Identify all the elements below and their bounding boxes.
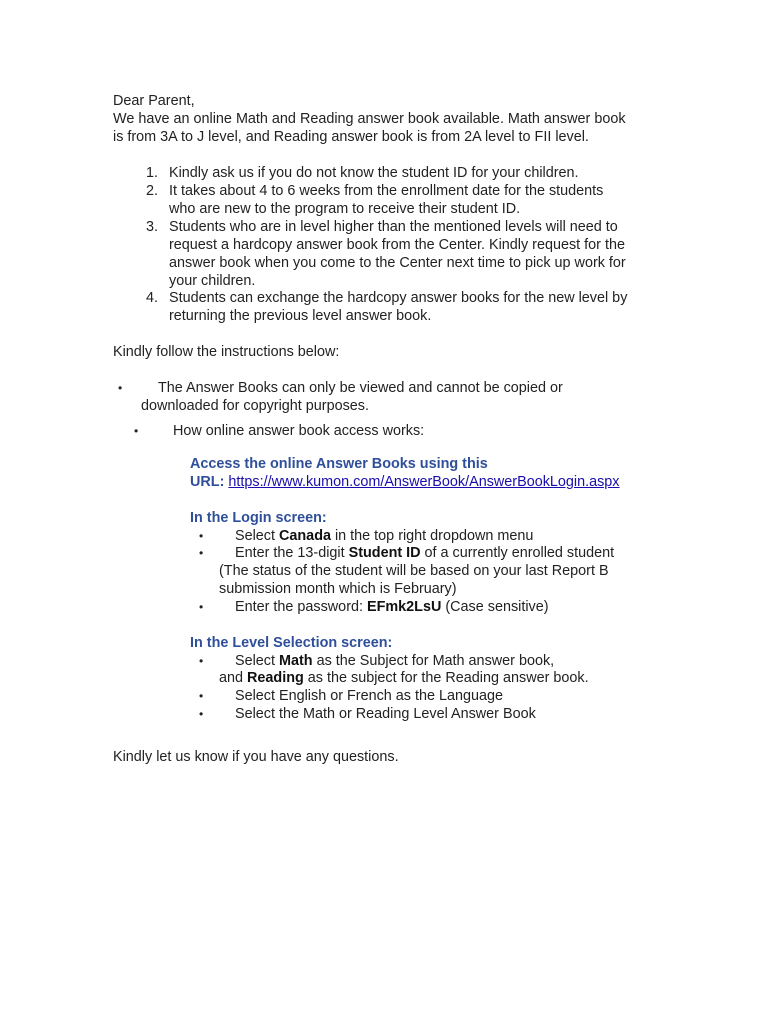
closing: Kindly let us know if you have any questions. [113, 749, 399, 765]
bullet-glyph: • [118, 381, 123, 395]
list-number: 3. [145, 219, 158, 235]
bullet-glyph: • [134, 424, 139, 438]
level-heading: In the Level Selection screen: [190, 635, 393, 651]
follow-instructions: Kindly follow the instructions below: [113, 344, 340, 360]
login-step-2: Enter the 13-digit Student ID of a currently enrolled student [235, 545, 615, 561]
list-item-text: your children. [169, 273, 256, 289]
login-step-1: Select Canada in the top right dropdown menu [235, 528, 534, 544]
bullet-glyph: • [199, 654, 204, 668]
login-step-3: Enter the password: EFmk2LsU (Case sensitive) [235, 599, 549, 615]
list-item-text: It takes about 4 to 6 weeks from the enrollment date for the students [169, 183, 604, 199]
list-item-text: Kindly ask us if you do not know the student ID for your children. [169, 165, 579, 181]
level-step-1-line-2: and Reading as the subject for the Reading answer book. [219, 670, 589, 686]
level-step-2: Select English or French as the Language [235, 688, 503, 704]
list-item-text: Students can exchange the hardcopy answer books for the new level by [169, 290, 628, 306]
login-heading: In the Login screen: [190, 510, 327, 526]
list-number: 2. [145, 183, 158, 199]
level-step-3: Select the Math or Reading Level Answer Book [235, 706, 536, 722]
greeting: Dear Parent, [113, 93, 195, 109]
login-step-2-note: submission month which is February) [219, 581, 457, 597]
list-item-text: answer book when you come to the Center next time to pick up work for [169, 255, 626, 271]
list-item-text: who are new to the program to receive their student ID. [169, 201, 521, 217]
bullet-text: The Answer Books can only be viewed and cannot be copied or [158, 380, 563, 396]
login-step-2-note: (The status of the student will be based on your last Report B [219, 563, 609, 579]
bullet-glyph: • [199, 689, 204, 703]
list-number: 1. [145, 165, 158, 181]
intro-line-2: is from 3A to J level, and Reading answer book is from 2A level to FII level. [113, 129, 589, 145]
list-item-text: Students who are in level higher than the mentioned levels will need to [169, 219, 618, 235]
access-heading: Access the online Answer Books using this [190, 456, 488, 472]
answer-book-login-link[interactable]: https://www.kumon.com/AnswerBook/AnswerBookLogin.aspx [228, 474, 620, 490]
bullet-glyph: • [199, 546, 204, 560]
intro-line-1: We have an online Math and Reading answer book available. Math answer book [113, 111, 626, 127]
url-row [190, 473, 620, 491]
bullet-glyph: • [199, 529, 204, 543]
level-step-1: Select Math as the Subject for Math answer book, [235, 653, 555, 669]
bullet-glyph: • [199, 600, 204, 614]
url-label: URL: [190, 474, 225, 490]
list-item-text: request a hardcopy answer book from the Center. Kindly request for the [169, 237, 625, 253]
list-number: 4. [145, 290, 158, 306]
bullet-text: downloaded for copyright purposes. [141, 398, 369, 414]
list-item-text: returning the previous level answer book. [169, 308, 432, 324]
bullet-text: How online answer book access works: [173, 423, 425, 439]
bullet-glyph: • [199, 707, 204, 721]
